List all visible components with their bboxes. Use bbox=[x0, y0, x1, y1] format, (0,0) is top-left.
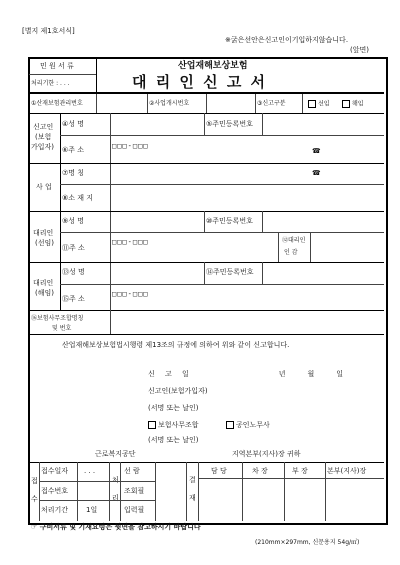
phone-icon: ☎ bbox=[312, 147, 321, 155]
reporter-label-3: 가입자) bbox=[31, 143, 55, 151]
union-label-2: 및 번호 bbox=[52, 325, 72, 332]
receipt-label-su: 수 bbox=[31, 495, 38, 503]
checkbox-dismiss[interactable] bbox=[342, 100, 350, 108]
agent-appoint-address-label: ⑪주 소 bbox=[62, 244, 85, 252]
footer-note: ☞ 구비서류 및 기재요령은 뒷면을 참고하시기 바랍니다 bbox=[31, 523, 201, 531]
agent-appoint-label-1: 대리인 bbox=[33, 229, 54, 237]
reporter-name-label: ④성 명 bbox=[62, 120, 85, 128]
approval-manager: 부 장 bbox=[292, 467, 308, 475]
page-side-label: (앞면) bbox=[350, 46, 369, 54]
agency-name: 근로복지공단 bbox=[95, 450, 136, 458]
approval-label-jae: 재 bbox=[189, 494, 196, 502]
reporter-rrn-label: ⑤주민등록번호 bbox=[206, 120, 253, 128]
process-deadline: 처리기한 : . . . bbox=[31, 80, 70, 87]
checkbox-union[interactable] bbox=[148, 421, 156, 429]
business-location-label: ⑧소 재 지 bbox=[62, 194, 94, 202]
agent-dismiss-name-label: ⑬성 명 bbox=[62, 268, 85, 276]
complaint-label: 민 원 서 류 bbox=[40, 62, 74, 70]
reporter-label-1: 신고인 bbox=[33, 123, 54, 131]
reporter-zip-field[interactable]: □□□-□□□ bbox=[112, 142, 149, 150]
proc-label-ri: 리 bbox=[112, 494, 119, 502]
proc-input-label: 입력필 bbox=[124, 506, 145, 514]
sign-note-1: (서명 또는 날인) bbox=[148, 404, 199, 412]
agent-seal-label-2: 인 감 bbox=[284, 249, 298, 256]
agent-appoint-zip-field[interactable]: □□□-□□□ bbox=[112, 238, 149, 246]
processing-period-label: 처리기간 bbox=[41, 506, 69, 514]
agent-dismiss-rrn-label: ⑭주민등록번호 bbox=[206, 268, 254, 276]
business-start-number-label: ②사업개시번호 bbox=[149, 100, 190, 107]
approval-staff: 담 당 bbox=[211, 467, 227, 475]
form-title: 대 리 인 신 고 서 bbox=[132, 73, 268, 91]
approval-director: 본부(지사)장 bbox=[327, 467, 367, 475]
proc-read-label: 선 람 bbox=[124, 467, 140, 475]
opt-union[interactable]: 보험사무조합 bbox=[148, 421, 199, 429]
business-label: 사 업 bbox=[36, 183, 52, 191]
paper-spec: (210mm×297mm, 신문용지 54g/㎡) bbox=[255, 539, 360, 546]
union-label-1: ⑯보험사무조합명칭 bbox=[31, 315, 84, 322]
agent-appoint-name-label: ⑨성 명 bbox=[62, 217, 85, 225]
mgmt-number-label: ①산재보험관리번호 bbox=[31, 100, 83, 107]
notice-text: ※굵은선안은신고인이기입하지않습니다. bbox=[225, 36, 349, 44]
reporter-address-label: ⑥주 소 bbox=[62, 146, 85, 154]
receipt-date-label: 접수일자 bbox=[41, 467, 69, 475]
report-type-label: ③신고구분 bbox=[257, 100, 286, 107]
form-subtitle: 산업재해보상보험 bbox=[178, 61, 248, 71]
declaration-statement: 산업재해보상보험법시행령 제13조의 규정에 의하여 위와 같이 신고합니다. bbox=[62, 341, 290, 349]
proc-check-label: 조회필 bbox=[124, 487, 145, 495]
opt-labor-attorney[interactable]: 공인노무사 bbox=[226, 421, 270, 429]
checkbox-labor-attorney[interactable] bbox=[226, 421, 234, 429]
approval-label-gyeol: 결 bbox=[189, 476, 196, 484]
agent-dismiss-address-label: ⑮주 소 bbox=[62, 295, 85, 303]
proc-label-cheo: 처 bbox=[112, 476, 119, 484]
recipient: 지역본부(지사)장 귀하 bbox=[232, 450, 301, 458]
report-date-line: 신 고 일 년 월 일 bbox=[148, 370, 344, 378]
agent-dismiss-label-2: (해임) bbox=[35, 289, 54, 297]
option-dismiss[interactable]: 해임 bbox=[342, 100, 364, 108]
receipt-label-jeop: 접 bbox=[31, 477, 38, 485]
reporter-label-2: (보험 bbox=[35, 133, 52, 141]
form-number: [별지 제1호서식] bbox=[22, 27, 75, 35]
approval-deputy: 차 장 bbox=[252, 467, 268, 475]
agent-dismiss-label-1: 대리인 bbox=[33, 279, 54, 287]
agent-seal-label: ⑫대리인 bbox=[282, 237, 306, 244]
sign-note-2: (서명 또는 날인) bbox=[148, 436, 199, 444]
agent-dismiss-zip-field[interactable]: □□□-□□□ bbox=[112, 290, 149, 298]
receipt-date-value: . . . bbox=[84, 467, 96, 475]
processing-period-value: 1일 bbox=[86, 506, 98, 514]
checkbox-appoint[interactable] bbox=[308, 100, 316, 108]
receipt-number-label: 접수번호 bbox=[41, 487, 69, 495]
agent-appoint-rrn-label: ⑩주민등록번호 bbox=[206, 217, 253, 225]
phone-icon: ☎ bbox=[312, 169, 321, 177]
option-appoint[interactable]: 선임 bbox=[308, 100, 330, 108]
agent-appoint-label-2: (선임) bbox=[35, 239, 54, 247]
reporter-signature-label: 신고인(보험가입자) bbox=[148, 387, 208, 395]
business-name-label: ⑦명 칭 bbox=[62, 169, 85, 177]
